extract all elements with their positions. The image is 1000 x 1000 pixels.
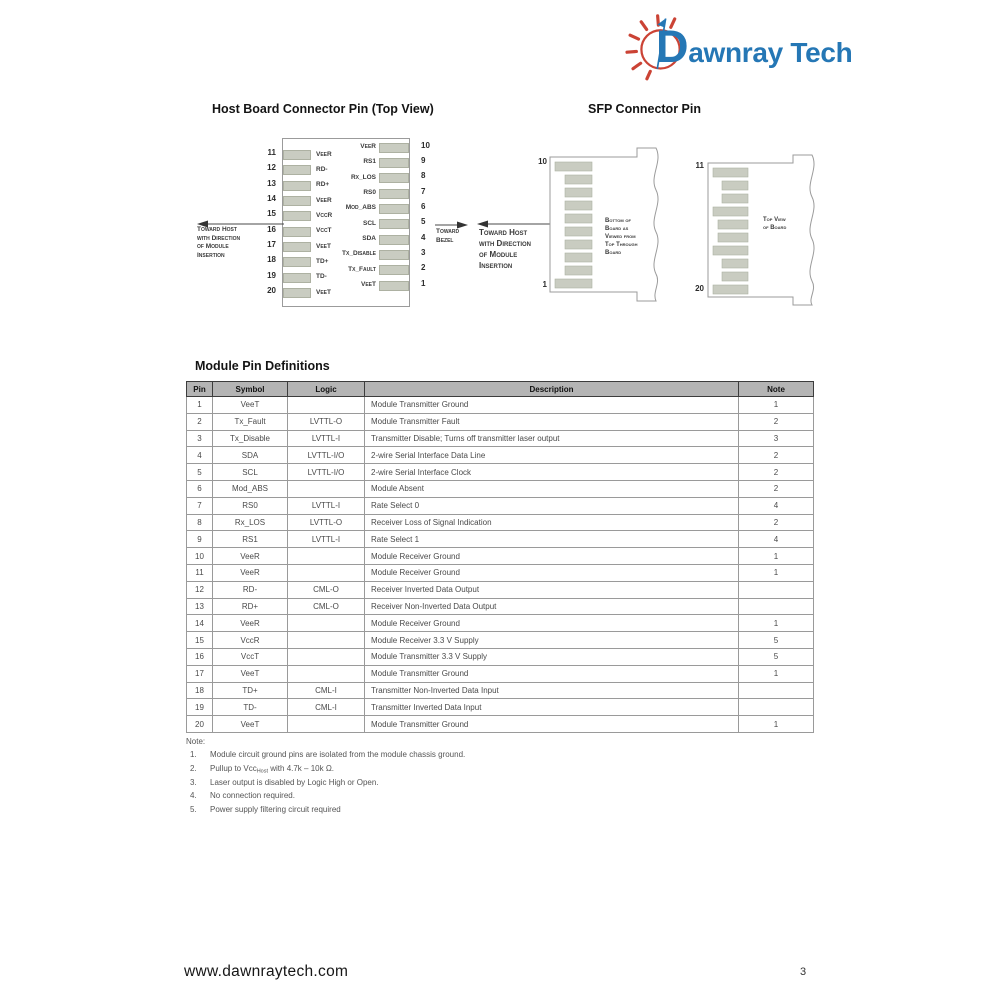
pin-pad [379, 235, 409, 245]
pin-number: 16 [267, 224, 276, 234]
logic-cell: LVTTL-I/O [288, 447, 365, 464]
description-cell: Transmitter Disable; Turns off transmitter laser output [365, 430, 739, 447]
logic-cell [288, 397, 365, 414]
pin-pad [379, 265, 409, 275]
connector-pad [565, 201, 592, 210]
symbol-cell: VeeR [213, 564, 288, 581]
pin-pad [379, 250, 409, 260]
note-text: Pullup to VccHost with 4.7k – 10k Ω. [210, 763, 335, 775]
note-cell: 2 [739, 413, 814, 430]
caption-line: of Board [763, 225, 787, 231]
logic-cell: CML-I [288, 682, 365, 699]
pin-number: 5 [421, 217, 426, 227]
caption-line: Top Through [605, 242, 638, 248]
description-cell: Receiver Non-Inverted Data Output [365, 598, 739, 615]
pin-label: Rx_LOS [350, 173, 376, 181]
description-cell: Module Transmitter Ground [365, 665, 739, 682]
pin-number: 6 [421, 201, 426, 211]
pin-label: SCL [363, 219, 376, 227]
note-text: Power supply filtering circuit required [210, 805, 341, 815]
table-row [187, 464, 814, 481]
connector-pad [722, 181, 748, 190]
sfp-diagram-title: SFP Connector Pin [588, 102, 701, 116]
logic-cell [288, 632, 365, 649]
pin-cell: 2 [187, 413, 213, 430]
table-row [187, 632, 814, 649]
pin-label: RS1 [363, 158, 376, 166]
table-row [187, 430, 814, 447]
pin-definitions-table [186, 381, 814, 733]
description-cell: Rate Select 0 [365, 497, 739, 514]
brand-name: Dawnray Tech [656, 21, 853, 72]
pin-number: 10 [421, 140, 430, 150]
pin-cell: 5 [187, 464, 213, 481]
caption-line: Viewed from [605, 234, 636, 240]
connector-pad [713, 246, 748, 255]
host-diagram-title: Host Board Connector Pin (Top View) [212, 102, 434, 116]
pin-number: 20 [267, 286, 276, 296]
logic-cell [288, 665, 365, 682]
logic-cell [288, 615, 365, 632]
note-item [186, 789, 806, 803]
logic-cell: LVTTL-I [288, 497, 365, 514]
note-text: No connection required. [210, 791, 295, 801]
symbol-cell: RS1 [213, 531, 288, 548]
logic-cell: LVTTL-I [288, 430, 365, 447]
note-cell: 5 [739, 648, 814, 665]
pin-label: TD- [316, 273, 327, 281]
bottom-board-caption [605, 217, 638, 257]
pin-cell: 19 [187, 699, 213, 716]
pin-number: 19 [267, 270, 276, 280]
pin-cell: 1 [187, 397, 213, 414]
connector-pad [555, 162, 592, 171]
description-cell: Transmitter Non-Inverted Data Input [365, 682, 739, 699]
connector-pad [565, 175, 592, 184]
pin-label: VeeT [316, 288, 331, 296]
connector-pad [565, 240, 592, 249]
note-cell: 4 [739, 531, 814, 548]
pin-cell: 6 [187, 480, 213, 497]
pin-label: RD+ [316, 181, 330, 189]
caption-line: Bottom of [605, 218, 631, 224]
connector-pad [713, 285, 748, 294]
pin-label: Tx_Fault [348, 265, 376, 273]
column-header: Symbol [213, 382, 288, 397]
pin-number: 10 [538, 157, 547, 166]
table-row [187, 699, 814, 716]
notes-label: Note: [186, 737, 206, 746]
symbol-cell: Tx_Fault [213, 413, 288, 430]
notes-list [186, 748, 806, 817]
symbol-cell: VeeT [213, 397, 288, 414]
toward-line: Toward Host [479, 228, 528, 237]
pin-number: 4 [421, 232, 426, 242]
pin-label: RS0 [363, 189, 376, 197]
symbol-cell: VeeT [213, 665, 288, 682]
pin-number: 1 [421, 278, 426, 288]
symbol-cell: TD- [213, 699, 288, 716]
note-cell: 4 [739, 497, 814, 514]
note-item [186, 803, 806, 817]
note-text: Module circuit ground pins are isolated from the module chassis ground. [210, 750, 466, 759]
symbol-cell: VccT [213, 648, 288, 665]
note-number: 5. [190, 805, 197, 815]
connector-pad [722, 194, 748, 203]
description-cell: Module Receiver Ground [365, 615, 739, 632]
connector-pad [713, 168, 748, 177]
logic-cell [288, 648, 365, 665]
note-cell: 1 [739, 397, 814, 414]
connector-pad [718, 233, 748, 242]
pin-label: VccR [316, 211, 333, 219]
logic-cell: CML-O [288, 598, 365, 615]
note-cell: 5 [739, 632, 814, 649]
website-url: www.dawnraytech.com [184, 963, 349, 980]
logic-cell: CML-O [288, 581, 365, 598]
table-header-row [187, 382, 814, 397]
logic-cell [288, 480, 365, 497]
note-number: 3. [190, 777, 197, 787]
brand-logo [612, 10, 862, 82]
toward-line: Toward [436, 228, 460, 235]
note-item [186, 776, 806, 790]
note-cell: 2 [739, 447, 814, 464]
toward-line: with Direction [479, 239, 531, 248]
logic-cell: LVTTL-O [288, 413, 365, 430]
pin-label: SDA [362, 235, 376, 243]
description-cell: Module Transmitter Fault [365, 413, 739, 430]
logic-cell [288, 548, 365, 565]
table-title: Module Pin Definitions [195, 359, 330, 373]
table-row [187, 615, 814, 632]
logic-cell: LVTTL-I [288, 531, 365, 548]
symbol-cell: RS0 [213, 497, 288, 514]
pin-number: 11 [695, 161, 704, 170]
logic-cell: LVTTL-I/O [288, 464, 365, 481]
description-cell: Module Receiver Ground [365, 548, 739, 565]
note-number: 1. [190, 750, 197, 759]
table-row [187, 548, 814, 565]
logic-cell [288, 564, 365, 581]
note-cell [739, 598, 814, 615]
pin-cell: 14 [187, 615, 213, 632]
sfp-top-board [688, 148, 833, 313]
connector-pad [565, 227, 592, 236]
pin-number: 1 [542, 280, 547, 289]
toward-host-left-label [197, 226, 240, 260]
pin-cell: 20 [187, 716, 213, 733]
table-row [187, 564, 814, 581]
description-cell: Module Receiver Ground [365, 564, 739, 581]
note-cell: 1 [739, 716, 814, 733]
connector-pad [722, 272, 748, 281]
pin-number: 20 [695, 284, 704, 293]
pin-label: VeeR [360, 143, 376, 150]
pin-label: VeeT [361, 281, 376, 289]
pin-number: 14 [267, 194, 276, 204]
connector-pad [565, 214, 592, 223]
connector-pad [565, 253, 592, 262]
column-header: Note [739, 382, 814, 397]
pin-pad [379, 158, 409, 168]
pin-number: 8 [421, 171, 426, 181]
note-cell: 3 [739, 430, 814, 447]
caption-line: Board [605, 250, 622, 256]
description-cell: Receiver Loss of Signal Indication [365, 514, 739, 531]
note-cell: 1 [739, 665, 814, 682]
pin-pad [283, 288, 311, 298]
pin-label: VeeT [316, 242, 331, 250]
pin-pad [379, 189, 409, 199]
description-cell: Module Transmitter Ground [365, 716, 739, 733]
toward-line: with Direction [197, 234, 241, 242]
connector-pad [713, 207, 748, 216]
table-row [187, 598, 814, 615]
toward-host-right-label [479, 227, 531, 271]
note-item [186, 762, 806, 776]
pin-cell: 7 [187, 497, 213, 514]
pin-cell: 8 [187, 514, 213, 531]
pin-label: VccT [316, 227, 332, 235]
symbol-cell: RD- [213, 581, 288, 598]
table-row [187, 581, 814, 598]
pin-cell: 10 [187, 548, 213, 565]
description-cell: 2-wire Serial Interface Data Line [365, 447, 739, 464]
description-cell: Module Receiver 3.3 V Supply [365, 632, 739, 649]
description-cell: 2-wire Serial Interface Clock [365, 464, 739, 481]
table-row [187, 497, 814, 514]
note-cell [739, 682, 814, 699]
note-cell: 1 [739, 548, 814, 565]
toward-line: of Module [479, 250, 518, 259]
top-board-caption [763, 216, 786, 232]
notes-section [186, 735, 806, 817]
table-row [187, 514, 814, 531]
toward-line: Bezel [436, 236, 454, 244]
note-cell: 2 [739, 480, 814, 497]
note-cell: 1 [739, 615, 814, 632]
pin-number: 15 [267, 209, 276, 219]
connector-pad [565, 266, 592, 275]
toward-line: Toward Host [197, 226, 237, 233]
symbol-cell: RD+ [213, 598, 288, 615]
connector-pad [565, 188, 592, 197]
pin-number: 2 [421, 263, 426, 273]
pin-pad [379, 281, 409, 291]
subscript-text: Host [256, 768, 269, 775]
description-cell: Transmitter Inverted Data Input [365, 699, 739, 716]
pin-number: 11 [267, 148, 276, 157]
note-cell [739, 699, 814, 716]
connector-pad [722, 259, 748, 268]
symbol-cell: Rx_LOS [213, 514, 288, 531]
toward-line: Insertion [197, 251, 225, 259]
logic-cell: CML-I [288, 699, 365, 716]
pin-cell: 3 [187, 430, 213, 447]
column-header: Logic [288, 382, 365, 397]
table-row [187, 648, 814, 665]
table-row [187, 447, 814, 464]
symbol-cell: TD+ [213, 682, 288, 699]
table-row [187, 716, 814, 733]
pin-label: VeeR [316, 196, 332, 204]
note-cell [739, 581, 814, 598]
pin-number: 17 [267, 240, 276, 250]
symbol-cell: Mod_ABS [213, 480, 288, 497]
pin-label: Mod_ABS [345, 204, 376, 212]
symbol-cell: VeeR [213, 548, 288, 565]
pin-cell: 12 [187, 581, 213, 598]
table-row [187, 480, 814, 497]
pin-cell: 9 [187, 531, 213, 548]
caption-line: Board as [605, 226, 629, 232]
pin-pad [379, 204, 409, 214]
pin-cell: 16 [187, 648, 213, 665]
pin-number: 3 [421, 247, 426, 257]
pin-number: 13 [267, 178, 276, 188]
note-cell: 2 [739, 514, 814, 531]
table-row [187, 397, 814, 414]
symbol-cell: SDA [213, 447, 288, 464]
description-cell: Module Transmitter 3.3 V Supply [365, 648, 739, 665]
pin-cell: 4 [187, 447, 213, 464]
pin-cell: 11 [187, 564, 213, 581]
connector-pad [555, 279, 592, 288]
description-cell: Module Transmitter Ground [365, 397, 739, 414]
toward-line: Insertion [479, 261, 513, 270]
column-header: Description [365, 382, 739, 397]
table-row [187, 531, 814, 548]
pin-label: VeeR [316, 150, 332, 158]
connector-pad [718, 220, 748, 229]
pin-label: RD- [316, 165, 328, 173]
symbol-cell: VeeR [213, 615, 288, 632]
page-number: 3 [800, 966, 807, 978]
pin-pad [379, 143, 409, 153]
pin-cell: 18 [187, 682, 213, 699]
pin-number: 7 [421, 186, 426, 196]
pin-cell: 13 [187, 598, 213, 615]
pin-label: Tx_Disable [342, 250, 376, 258]
pin-number: 9 [421, 155, 426, 165]
note-item [186, 748, 806, 762]
symbol-cell: SCL [213, 464, 288, 481]
note-number: 2. [190, 763, 197, 773]
table-row [187, 682, 814, 699]
description-cell: Receiver Inverted Data Output [365, 581, 739, 598]
symbol-cell: Tx_Disable [213, 430, 288, 447]
note-text: Laser output is disabled by Logic High or Open. [210, 777, 379, 787]
toward-line: of Module [197, 243, 229, 250]
pin-cell: 17 [187, 665, 213, 682]
symbol-cell: VeeT [213, 716, 288, 733]
note-cell: 1 [739, 564, 814, 581]
pin-cell: 15 [187, 632, 213, 649]
table-row [187, 413, 814, 430]
description-cell: Module Absent [365, 480, 739, 497]
pin-number: 12 [267, 163, 276, 173]
column-header: Pin [187, 382, 213, 397]
symbol-cell: VccR [213, 632, 288, 649]
pin-number: 18 [267, 255, 276, 265]
logic-cell [288, 716, 365, 733]
toward-bezel-label [436, 228, 459, 245]
note-cell: 2 [739, 464, 814, 481]
caption-line: Top View [763, 217, 786, 223]
pin-pad [379, 173, 409, 183]
note-number: 4. [190, 791, 197, 801]
pin-label: TD+ [316, 257, 329, 265]
pin-pad [379, 219, 409, 229]
table-row [187, 665, 814, 682]
description-cell: Rate Select 1 [365, 531, 739, 548]
logic-cell: LVTTL-O [288, 514, 365, 531]
